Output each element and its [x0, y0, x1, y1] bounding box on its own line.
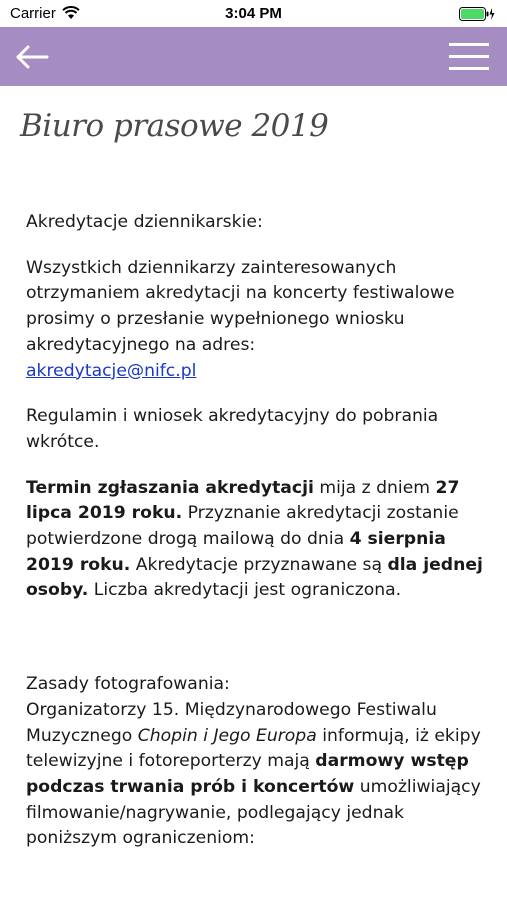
- carrier-label: Carrier: [10, 5, 56, 22]
- deadline-date: 27 lipca 2019 roku.: [26, 477, 460, 524]
- arrow-left-icon[interactable]: [14, 42, 50, 72]
- clock-time: 3:04 PM: [225, 5, 282, 22]
- free-entry-note: darmowy wstęp podczas trwania prób i koncertów: [26, 751, 469, 797]
- page-content: [26, 210, 491, 852]
- photography-heading: Zasady fotografowania:: [26, 674, 230, 695]
- navigation-bar: [0, 27, 507, 86]
- battery-icon: [459, 7, 495, 21]
- accreditation-heading: Akredytacje dziennikarskie:: [26, 212, 263, 232]
- status-bar: [0, 0, 507, 27]
- accreditation-intro: Wszystkich dziennikarzy zainteresowanych otrzymaniem akredytacji na koncerty festiwalowe prosimy o przesłanie wypełnionego wniosku akredytacyjnego na adres: akredytacje@nifc.pl: [26, 257, 455, 381]
- accreditation-deadline: Termin zgłaszania akredytacji mija z dniem 27 lipca 2019 roku. Przyznanie akredytacji zostanie potwierdzone drogą mailową do dnia 4 sierpnia 2019 roku. Akredytacje przyznawane są dla jednej osoby. Liczba akredytacji jest ograniczona.: [26, 477, 483, 601]
- download-note: Regulamin i wniosek akredytacyjny do pobrania wkrótce.: [26, 406, 439, 452]
- grant-scope: dla jednej osoby.: [26, 554, 483, 601]
- hamburger-menu-icon[interactable]: [449, 39, 489, 73]
- confirm-date: 4 sierpnia 2019 roku.: [26, 529, 446, 575]
- photography-rules: Organizatorzy 15. Międzynarodowego Festiwalu Muzycznego Chopin i Jego Europa informują, iż ekipy telewizyjne i fotoreporterzy mają darmowy wstęp podczas trwania prób i koncertów umożliwiający filmowanie/nagrywanie, podlegający jednak poniższym ograniczeniom:: [26, 699, 481, 849]
- accreditation-email-link[interactable]: akredytacje@nifc.pl: [26, 360, 197, 381]
- deadline-label: Termin zgłaszania akredytacji: [26, 477, 314, 498]
- page-title: Biuro prasowe 2019: [20, 108, 329, 144]
- festival-name: Chopin i Jego Europa: [137, 725, 317, 746]
